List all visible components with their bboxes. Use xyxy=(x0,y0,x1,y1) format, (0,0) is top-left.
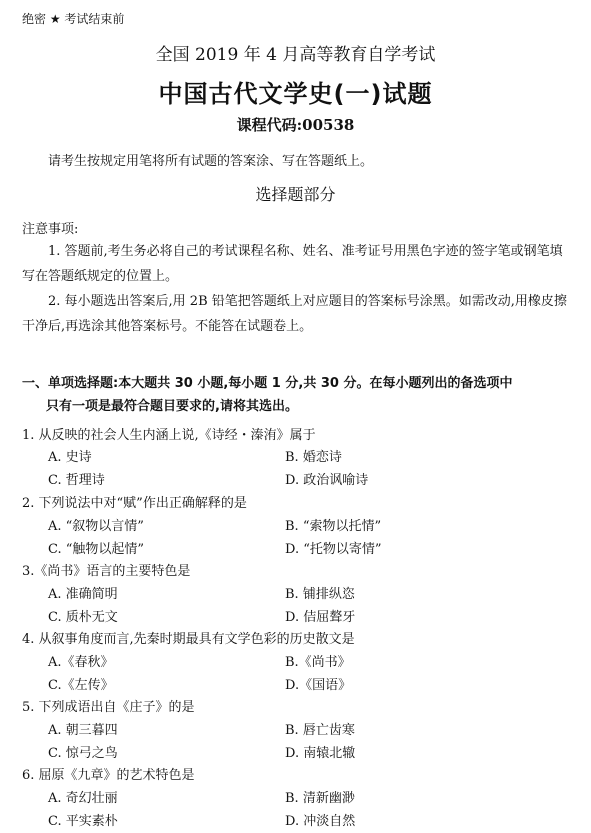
option-b: B. “索物以托情” xyxy=(285,519,382,534)
option-c: C. 质朴无文 xyxy=(48,610,118,625)
option-b: B.《尚书》 xyxy=(285,655,351,670)
option-a: A. 朝三暮四 xyxy=(48,723,118,738)
option-c: C. 平实素朴 xyxy=(48,814,118,829)
option-a: A. “叙物以言情” xyxy=(48,519,144,534)
option-b: B. 婚恋诗 xyxy=(285,450,342,465)
option-d: D. 佶屈聱牙 xyxy=(285,610,356,625)
section-title: 选择题部分 xyxy=(255,185,336,204)
option-d: D. 冲淡自然 xyxy=(285,814,356,829)
option-d: D. 政治讽喻诗 xyxy=(285,473,369,488)
option-c: C. “触物以起情” xyxy=(48,542,145,557)
confidential-label: 绝密 ★ 考试结束前 xyxy=(22,12,125,26)
option-c: C. 惊弓之鸟 xyxy=(48,746,118,761)
note-item: 2. 每小题选出答案后,用 2B 铅笔把答题纸上对应题目的答案标号涂黑。如需改动,用橡皮擦干净后,再选涂其他答案标号。不能答在试题卷上。 xyxy=(22,294,567,334)
general-instruction: 请考生按规定用笔将所有试题的答案涂、写在答题纸上。 xyxy=(48,154,374,169)
note-item: 1. 答题前,考生务必将自己的考试课程名称、姓名、准考证号用黑色字迹的签字笔或钢笔填写在答题纸规定的位置上。 xyxy=(22,244,563,284)
option-c: C.《左传》 xyxy=(48,678,114,693)
notes-heading: 注意事项: xyxy=(22,222,79,237)
part-one-heading xyxy=(22,372,574,418)
question-stem: 4. 从叙事角度而言,先秦时期最具有文学色彩的历史散文是 xyxy=(22,632,355,647)
question-stem: 5. 下列成语出自《庄子》的是 xyxy=(22,700,195,715)
option-b: B. 铺排纵恣 xyxy=(285,587,355,602)
question-stem: 3.《尚书》语言的主要特色是 xyxy=(22,564,191,579)
paper-title: 中国古代文学史(一)试题 xyxy=(158,80,433,108)
question-stem: 1. 从反映的社会人生内涵上说,《诗经・溱洧》属于 xyxy=(22,428,316,443)
course-code: 课程代码:00538 xyxy=(236,116,355,134)
option-a: A. 准确简明 xyxy=(48,587,118,602)
part-one-line-1: 一、单项选择题:本大题共 30 小题,每小题 1 分,共 30 分。在每小题列出的备选项中 xyxy=(22,376,513,391)
option-c: C. 哲理诗 xyxy=(48,473,105,488)
option-a: A.《春秋》 xyxy=(48,655,114,670)
option-d: D. “托物以寄情” xyxy=(285,542,382,557)
question-stem: 6. 屈原《九章》的艺术特色是 xyxy=(22,768,195,783)
option-b: B. 清新幽渺 xyxy=(285,791,355,806)
part-one-line-2: 只有一项是最符合题目要求的,请将其选出。 xyxy=(46,399,298,414)
option-b: B. 唇亡齿寒 xyxy=(285,723,355,738)
option-a: A. 奇幻壮丽 xyxy=(48,791,118,806)
exam-title: 全国 2019 年 4 月高等教育自学考试 xyxy=(155,45,436,65)
option-d: D.《国语》 xyxy=(285,678,352,693)
option-a: A. 史诗 xyxy=(48,450,92,465)
question-stem: 2. 下列说法中对“赋”作出正确解释的是 xyxy=(22,496,247,511)
option-d: D. 南辕北辙 xyxy=(285,746,356,761)
